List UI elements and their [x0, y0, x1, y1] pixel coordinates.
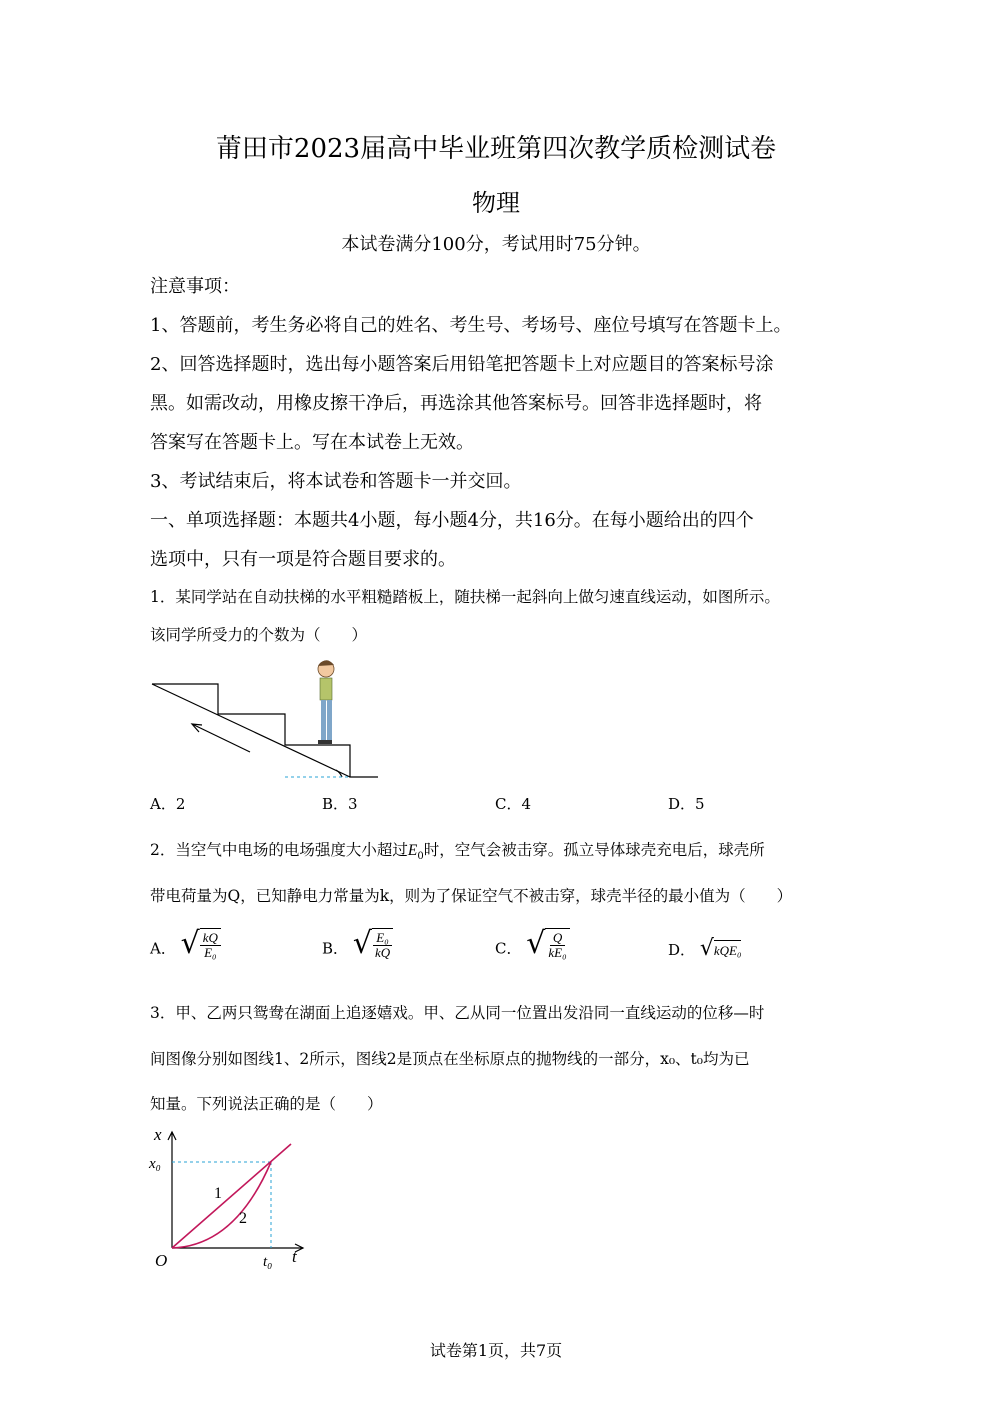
student-figure — [318, 660, 334, 744]
t0-label: t₀ — [263, 1254, 273, 1270]
motion-arrow — [192, 724, 250, 752]
q2-text-b: 时，空气会被击穿。孤立导体球壳充电后，球壳所 — [423, 841, 765, 859]
q3-text-line3: 知量。下列说法正确的是（ ） — [150, 1095, 383, 1113]
notice-item-3: 3、考试结束后，将本试卷和答题卡一并交回。 — [150, 471, 522, 492]
q2-option-b-label: B． — [322, 939, 349, 958]
q3-text-line2: 间图像分别如图线1、2所示，图线2是顶点在坐标原点的抛物线的一部分，x₀、t₀均为已 — [150, 1050, 750, 1068]
notice-item-2c: 答案写在答题卡上。写在本试卷上无效。 — [150, 432, 474, 453]
subject-title: 物理 — [472, 189, 520, 217]
curve1-label: 1 — [214, 1185, 222, 1202]
notice-item-1: 1、答题前，考生务必将自己的姓名、考生号、考场号、座位号填写在答题卡上。 — [150, 315, 792, 336]
q2-option-c-den: kE₀ — [548, 945, 567, 961]
graph-line-1 — [172, 1144, 291, 1248]
q2-option-b-num: E₀ — [373, 931, 391, 946]
q2-option-c-num: Q — [550, 931, 565, 946]
section-heading-1: 一、单项选择题：本题共4小题，每小题4分，共16分。在每小题给出的四个 — [150, 510, 754, 531]
q2-option-a-den: E₀ — [204, 945, 217, 961]
q1-option-b: B．3 — [322, 795, 358, 813]
q1-text-line2: 该同学所受力的个数为（ ） — [150, 626, 368, 644]
notice-item-2a: 2、回答选择题时，选出每小题答案后用铅笔把答题卡上对应题目的答案标号涂 — [150, 354, 774, 375]
q2-option-d-expr: kQE₀ — [714, 940, 742, 959]
escalator-figure — [150, 652, 380, 784]
q2-option-a-num: kQ — [200, 931, 221, 946]
q2-option-a-label: A． — [150, 939, 176, 958]
q2-text-line2: 带电荷量为Q，已知静电力常量为k，则为了保证空气不被击穿，球壳半径的最小值为（ ） — [150, 887, 793, 905]
notice-item-2b: 黑。如需改动，用橡皮擦干净后，再选涂其他答案标号。回答非选择题时，将 — [150, 393, 762, 414]
q2-option-c-label: C． — [495, 939, 522, 958]
curve2-label: 2 — [239, 1210, 247, 1227]
x-axis-label: t — [292, 1247, 297, 1266]
q2-option-b-den: kQ — [374, 945, 391, 961]
q2-option-b: B． √ $\frac{\text{E₀}}{kQ}$ — [322, 928, 393, 961]
section-heading-2: 选项中，只有一项是符合题目要求的。 — [150, 549, 456, 570]
notice-heading: 注意事项： — [150, 276, 240, 297]
exam-title: 莆田市2023届高中毕业班第四次教学质检测试卷 — [215, 134, 777, 164]
exam-meta: 本试卷满分100分，考试用时75分钟。 — [341, 234, 651, 255]
q1-text-line1: 1．某同学站在自动扶梯的水平粗糙踏板上，随扶梯一起斜向上做匀速直线运动，如图所示。 — [150, 588, 780, 606]
q3-text-line1: 3．甲、乙两只鸳鸯在湖面上追逐嬉戏。甲、乙从同一位置出发沿同一直线运动的位移—时 — [150, 1004, 765, 1022]
q2-text-a: 2．当空气中电场的电场强度大小超过 — [150, 841, 408, 859]
x0-label: x₀ — [149, 1156, 161, 1172]
q2-text-line1 — [150, 838, 765, 862]
q1-option-c: C．4 — [495, 795, 532, 813]
xt-graph — [145, 1122, 315, 1272]
angle-arc — [336, 770, 342, 777]
origin-label: O — [155, 1251, 168, 1270]
escalator-steps — [152, 684, 378, 777]
y-axis-label: x — [154, 1125, 162, 1144]
q2-var-e-sub: 0 — [417, 851, 424, 863]
q2-option-d: D． √ kQE₀ — [668, 936, 742, 961]
q2-option-c: C． √ $\frac{Q}{\text{kE₀}}$ — [495, 928, 570, 961]
page-footer: 试卷第1页，共7页 — [429, 1341, 563, 1360]
q2-option-a: A． √ $\frac{kQ}{\text{E₀}}$ — [150, 928, 221, 961]
q2-var-e: E — [407, 842, 418, 859]
q1-option-a: A．2 — [150, 795, 186, 813]
q1-option-d: D．5 — [668, 795, 705, 813]
q2-option-d-label: D． — [668, 941, 696, 959]
